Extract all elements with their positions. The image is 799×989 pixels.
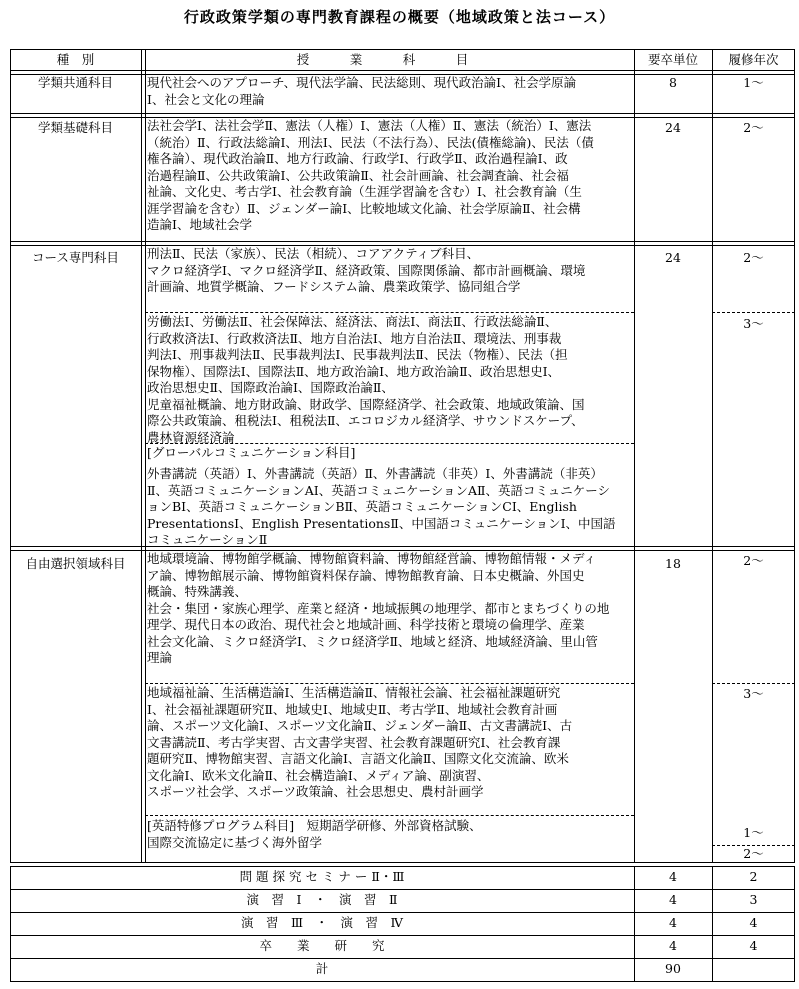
seminar-name: 卒 業 研 究 xyxy=(259,938,385,953)
kind-label: 学類基礎科目 xyxy=(37,120,113,135)
units-value: 4 xyxy=(669,938,677,953)
units-value: 18 xyxy=(665,556,681,571)
units-value: 4 xyxy=(669,869,677,884)
year-value: 2〜 xyxy=(743,250,764,265)
year-value: 2〜 xyxy=(743,846,764,861)
units-value: 8 xyxy=(669,75,677,90)
subject-list: 外書講読（英語）Ⅰ、外書講読（英語）Ⅱ、外書講読（非英）Ⅰ、外書講読（非英） Ⅱ、英語コミュニケーションAⅠ、英語コミュニケーションAⅡ、英語コミュニケーシ ョンBⅠ、英語コミュニケーションBⅡ、英語コミュニケーションCⅠ、English PresentationsⅠ、English PresentationsⅡ、中国語コミュニケーションⅠ、中国語 コミュニケーションⅡ xyxy=(147,466,616,547)
units-value: 4 xyxy=(669,892,677,907)
units-value: 4 xyxy=(669,915,677,930)
subject-list: 刑法Ⅱ、民法（家族）、民法（相続）、コアアクティブ科目、 マクロ経済学Ⅰ、マクロ経済学Ⅱ、経済政策、国際関係論、都市計画概論、環境 計画論、地質学概論、フードシステム論、農業政策学、協同組合学 xyxy=(147,246,586,294)
kind-label: 自由選択領域科目 xyxy=(25,556,126,571)
year-value: 2 xyxy=(749,869,758,884)
year-value: 2〜 xyxy=(743,553,764,568)
subject-category-label: [グローバルコミュニケーション科目] xyxy=(147,445,356,460)
subject-list: 労働法Ⅰ、労働法Ⅱ、社会保障法、経済法、商法Ⅰ、商法Ⅱ、行政法総論Ⅱ、 行政救済法Ⅰ、行政救済法Ⅱ、地方自治法Ⅰ、地方自治法Ⅱ、環境法、刑事裁 判法Ⅰ、刑事裁判法Ⅱ、民事裁判法Ⅰ、民事裁判法Ⅱ、民法（物権）、民法（担 保物権）、国際法Ⅰ、国際法Ⅱ、地方政治論Ⅰ、地方政治論Ⅱ、政治思想史Ⅰ、 政治思想史Ⅱ、国際政治論Ⅰ、国際政治論Ⅱ、 児童福祉概論、地方財政論、財政学、国際経済学、社会政策、地域政策論、国 際公共政策論、租税法Ⅰ、租税法Ⅱ、エコロジカル経済学、サウンドスケープ、 農林資源経済論 xyxy=(147,314,585,445)
header-units: 要卒単位 xyxy=(647,52,698,67)
header-kind: 種 別 xyxy=(56,52,95,67)
subject-list: 法社会学Ⅰ、法社会学Ⅱ、憲法（人権）Ⅰ、憲法（人権）Ⅱ、憲法（統治）Ⅰ、憲法 （統治）Ⅱ、行政法総論Ⅰ、刑法Ⅰ、民法（不法行為）、民法(債権総論)、民法（債 権各論）、現代政治論Ⅱ、地方行政論、行政学Ⅰ、行政学Ⅱ、政治過程論Ⅰ、政 治過程論Ⅱ、公共政策論Ⅰ、公共政策論Ⅱ、社会計画論、社会調査論、社会福 祉論、文化史、考古学Ⅰ、社会教育論（生涯学習論を含む）Ⅰ、社会教育論（生 涯学習論を含む）Ⅱ、ジェンダー論Ⅰ、比較地域文化論、社会学原論Ⅱ、社会構 造論Ⅰ、地域社会学 xyxy=(147,118,594,232)
kind-label: コース専門科目 xyxy=(32,250,119,265)
header-year: 履修年次 xyxy=(728,52,779,67)
units-value: 24 xyxy=(665,250,681,265)
year-value: 3〜 xyxy=(743,686,764,701)
subject-list: 地域環境論、博物館学概論、博物館資料論、博物館経営論、博物館情報・メディ ア論、博物館展示論、博物館資料保存論、博物館教育論、日本史概論、外国史 概論、特殊講義、 社会・集団・家族心理学、産業と経済・地域振興の地理学、都市とまちづくりの地 理学、現代日本の政治、現代社会と地域計画、科学技術と環境の倫理学、産業 社会文化論、ミクロ経済学Ⅰ、ミクロ経済学Ⅱ、地域と経済、地域経済論、里山管 理論 xyxy=(147,551,610,665)
seminar-name: 問 題 探 究 セ ミ ナ ー Ⅱ・Ⅲ xyxy=(239,869,405,884)
year-value: 2〜 xyxy=(743,120,764,135)
seminar-name: 演 習 Ⅰ ・ 演 習 Ⅱ xyxy=(246,892,398,907)
subject-list: 現代社会へのアプローチ、現代法学論、民法総則、現代政治論Ⅰ、社会学原論 Ⅰ、社会と文化の理論 xyxy=(147,75,577,107)
year-value: 4 xyxy=(749,938,758,953)
year-value: 3〜 xyxy=(743,316,764,331)
seminar-name: 演 習 Ⅲ ・ 演 習 Ⅳ xyxy=(240,915,404,930)
year-value: 1〜 xyxy=(743,825,764,840)
year-value: 3 xyxy=(749,892,758,907)
units-value: 24 xyxy=(665,120,681,135)
kind-label: 学類共通科目 xyxy=(37,75,113,90)
year-value: 4 xyxy=(749,915,758,930)
subject-list: [英語特修プログラム科目] 短期語学研修、外部資格試験、 国際交流協定に基づく海外留学 xyxy=(147,818,482,850)
page-title: 行政政策学類の専門教育課程の概要（地域政策と法コース） xyxy=(183,8,616,26)
year-value: 1〜 xyxy=(743,75,764,90)
header-subjects: 授 業 科 目 xyxy=(296,52,483,67)
total-label: 計 xyxy=(315,961,329,976)
total-units: 90 xyxy=(665,961,681,976)
subject-list: 地域福祉論、生活構造論Ⅰ、生活構造論Ⅱ、情報社会論、社会福祉課題研究 Ⅰ、社会福祉課題研究Ⅱ、地域史Ⅰ、地域史Ⅱ、考古学Ⅱ、地域社会教育計画 論、スポーツ文化論Ⅰ、スポーツ文化論Ⅱ、ジェンダー論Ⅱ、古文書講読Ⅰ、古 文書講読Ⅱ、考古学実習、古文書学実習、社会教育課題研究Ⅰ、社会教育課 題研究Ⅱ、博物館実習、言語文化論Ⅰ、言語文化論Ⅱ、国際文化交流論、欧米 文化論Ⅰ、欧米文化論Ⅱ、社会構造論Ⅰ、メディア論、副演習、 スポーツ社会学、スポーツ政策論、社会思想史、農村計画学 xyxy=(147,685,573,799)
